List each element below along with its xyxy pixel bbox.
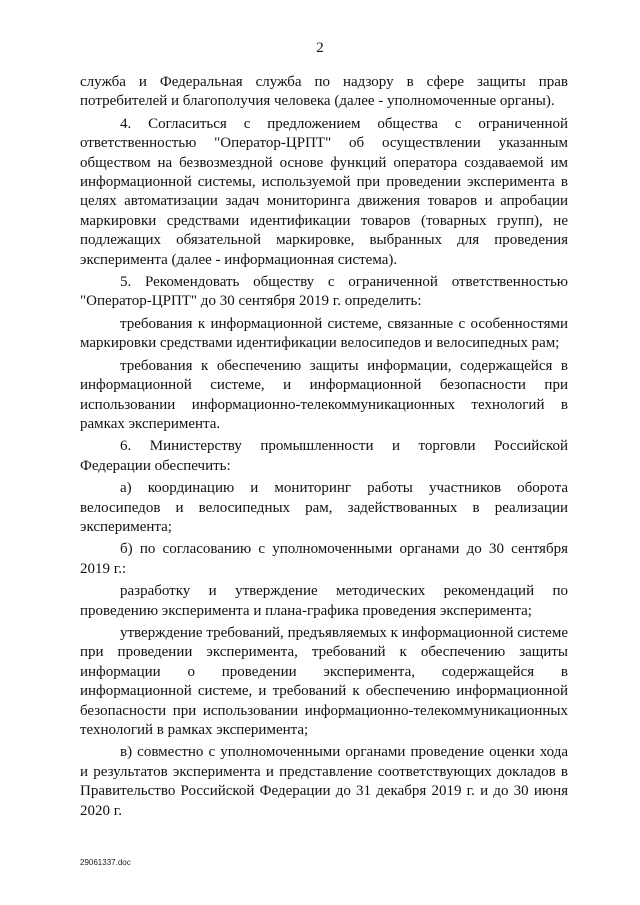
paragraph-item-6b: б) по согласованию с уполномоченными органами до 30 сентября 2019 г.: <box>80 541 568 577</box>
paragraph-continuation: служба и Федеральная служба по надзору в сфере защиты прав потребителей и благополучия человека (далее - уполномоченные органы). <box>80 74 568 110</box>
paragraph-item-4: 4. Согласиться с предложением общества с ограниченной ответственностью "Оператор-ЦРПТ" об осуществлении указанным обществом на безвозмездной основе функций оператора создаваемой им информационной системы, используемой при проведении эксперимента в целях автоматизации задач мониторинга движения товаров и апробации маркировки средствами идентификации товаров (товарных групп), не подлежащих обязательной маркировке, выбранных для проведения эксперимента (далее - информационная система). <box>80 115 568 268</box>
document-file-code: 29061337.doc <box>80 858 131 867</box>
paragraph-item-5-requirement-1: требования к информационной системе, связанные с особенностями маркировки средствами идентификации велосипедов и велосипедных рам; <box>80 315 568 352</box>
paragraph-item-6b-approval: утверждение требований, предъявляемых к информационной системе при проведении эксперимента, требований к обеспечению защиты информации о проведении эксперимента, содержащейся в информационной системе, и требований к обеспечению информационной безопасности при использовании информационно-телекоммуникационных технологий в рамках эксперимента; <box>80 624 568 738</box>
paragraph-item-5-requirement-2: требования к обеспечению защиты информации, содержащейся в информационной системе, и информационной безопасности при использовании информационно-телекоммуникационных технологий в рамках эксперимента. <box>80 357 568 432</box>
paragraph-item-6b-development: разработку и утверждение методических рекомендаций по проведению эксперимента и плана-графика проведения эксперимента; <box>80 583 568 619</box>
document-body <box>80 73 568 824</box>
paragraph-item-6: 6. Министерству промышленности и торговли Российской Федерации обеспечить: <box>80 438 568 474</box>
paragraph-item-6a: а) координацию и мониторинг работы участников оборота велосипедов и велосипедных рам, задействованных в реализации эксперимента; <box>80 480 568 535</box>
paragraph-item-5: 5. Рекомендовать обществу с ограниченной ответственностью "Оператор-ЦРПТ" до 30 сентября 2019 г. определить: <box>80 274 568 310</box>
page-number: 2 <box>316 40 324 56</box>
paragraph-item-6v: в) совместно с уполномоченными органами проведение оценки хода и результатов эксперимента и представление соответствующих докладов в Правительство Российской Федерации до 31 декабря 2019 г. и до 30 июня 2020 г. <box>80 744 568 819</box>
